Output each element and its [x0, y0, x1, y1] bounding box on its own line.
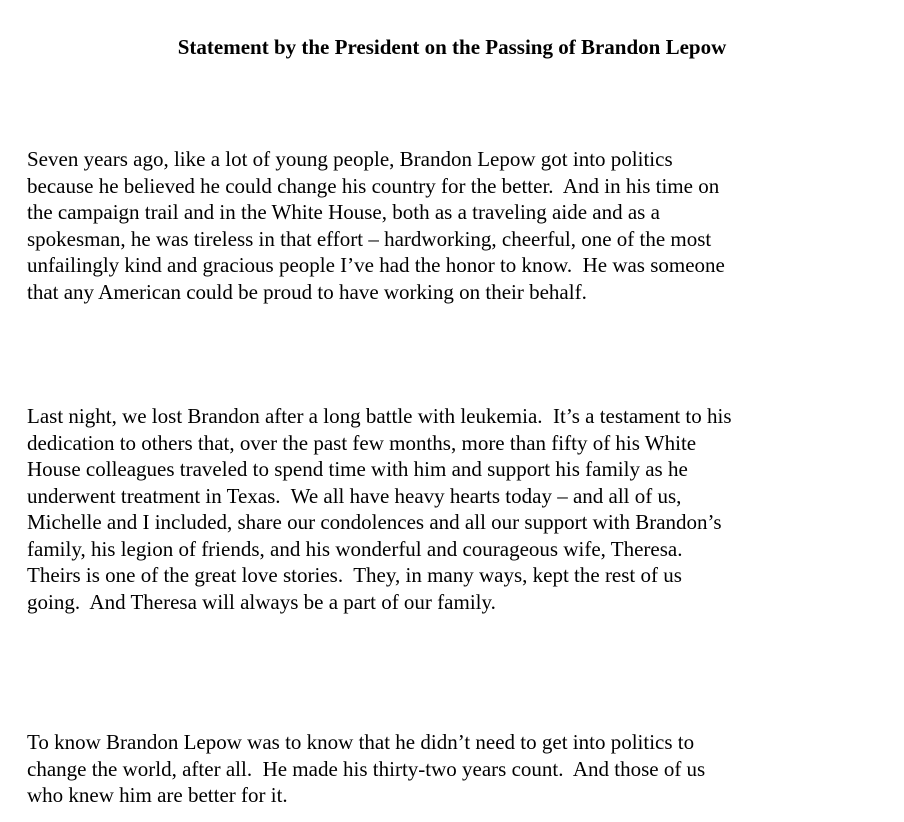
paragraph-line: that any American could be proud to have working on their behalf.: [27, 279, 587, 304]
paragraph-line: change the world, after all. He made his thirty-two years count. And those of us: [27, 756, 706, 781]
paragraph-line: Michelle and I included, share our condolences and all our support with Brandon’s: [27, 510, 722, 534]
paragraph-3: [27, 729, 897, 809]
paragraph-line: To know Brandon Lepow was to know that he didn’t need to get into politics to: [27, 730, 695, 754]
paragraph-line: going. And Theresa will always be a part of our family.: [27, 589, 496, 614]
paragraph-line: the campaign trail and in the White House, both as a traveling aide and as a: [27, 200, 660, 224]
paragraph-line: dedication to others that, over the past few months, more than fifty of his White: [27, 430, 697, 455]
paragraph-2: [27, 403, 897, 615]
paragraph-line: Seven years ago, like a lot of young people, Brandon Lepow got into politics: [27, 147, 673, 171]
paragraph-line: spokesman, he was tireless in that effort – hardworking, cheerful, one of the most: [27, 226, 712, 251]
paragraph-line: House colleagues traveled to spend time with him and support his family as he: [27, 457, 688, 481]
paragraph-line: Last night, we lost Brandon after a long battle with leukemia. It’s a testament to his: [27, 404, 732, 428]
paragraph-line: unfailingly kind and gracious people I’ve had the honor to know. He was someone: [27, 253, 725, 277]
document-title: Statement by the President on the Passing of Brandon Lepow: [177, 35, 727, 59]
paragraph-line: underwent treatment in Texas. We all have heavy hearts today – and all of us,: [27, 483, 682, 508]
paragraph-line: Theirs is one of the great love stories. They, in many ways, kept the rest of us: [27, 563, 682, 587]
paragraph-line: who knew him are better for it.: [27, 783, 288, 807]
paragraph-line: family, his legion of friends, and his wonderful and courageous wife, Theresa.: [27, 536, 683, 561]
paragraph-line: because he believed he could change his country for the better. And in his time on: [27, 173, 720, 198]
paragraph-1: [27, 146, 897, 305]
